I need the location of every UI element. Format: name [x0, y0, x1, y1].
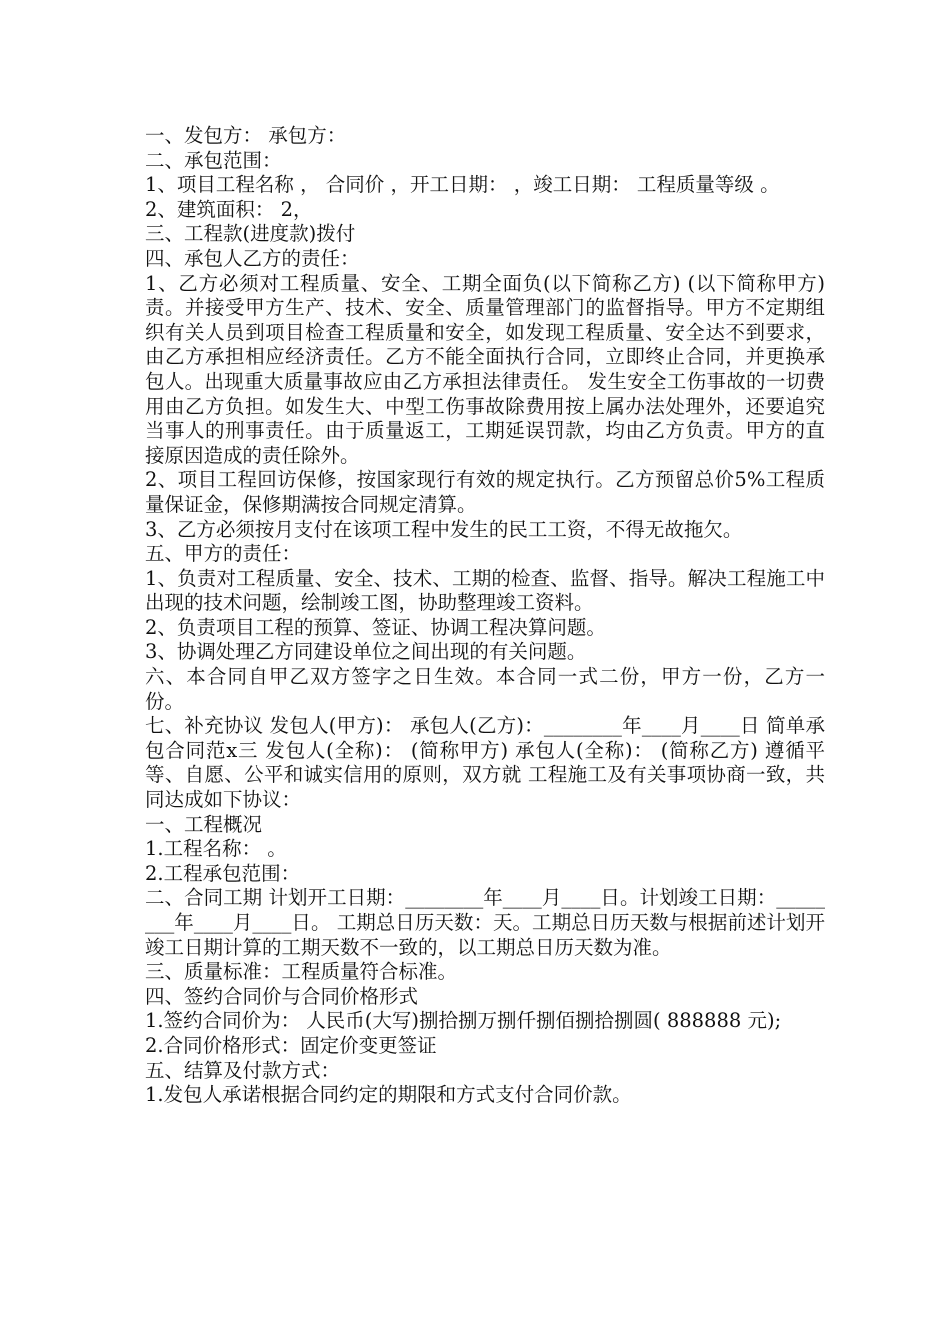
section-price-heading: 四、签约合同价与合同价格形式	[145, 984, 419, 1008]
contractor-duty-2: 2、项目工程回访保修，按国家现行有效的规定执行。乙方预留总价5%工程质量保证金，保修期满按合同规定清算。	[145, 468, 825, 516]
section-payment-heading: 三、工程款(进度款)拨付	[145, 222, 356, 246]
employer-duty-1: 1、负责对工程质量、安全、技术、工期的检查、监督、指导。解决工程施工中出现的技术问题，绘制竣工图，协助整理竣工资料。	[145, 566, 825, 615]
scope-item-project: 1、项目工程名称 ， 合同价 ，开工日期： ，竣工日期： 工程质量等级 。	[145, 173, 780, 197]
section-settlement-heading: 五、结算及付款方式：	[145, 1058, 341, 1082]
overview-item-scope: 2.工程承包范围：	[145, 861, 301, 885]
section-effective: 六、本合同自甲乙双方签字之日生效。本合同一式二份，甲方一份，乙方一份。	[145, 665, 825, 713]
section-supplement: 七、补充协议 发包人(甲方)： 承包人(乙方)：________年____月____日 简单承包合同范ⅹ三 发包人(全称)： (简称甲方) 承包人(全称)： (简称乙方) 遵循平等、自愿、公平和诚实信用的原则，双方就 工程施工及有关事项协商一致，共同达成如下协议：	[145, 714, 825, 812]
section-scope-heading: 二、承包范围：	[145, 148, 282, 172]
contract-document	[145, 124, 825, 1108]
contractor-duty-1: 1、乙方必须对工程质量、安全、工期全面负(以下简称乙方) (以下简称甲方) 责。并接受甲方生产、技术、安全、质量管理部门的监督指导。甲方不定期组织有关人员到项目检查工程质量和安全，如发现工程质量、安全达不到要求，由乙方承担相应经济责任。乙方不能全面执行合同，立即终止合同，并更换承包人。出现重大质量事故应由乙方承担法律责任。 发生安全工伤事故的一切费用由乙方负担。如发生大、中型工伤事故除费用按上属办法处理外，还要追究当事人的刑事责任。由于质量返工，工期延误罚款，均由乙方负责。甲方的直接原因造成的责任除外。	[145, 271, 825, 467]
overview-item-name: 1.工程名称： 。	[145, 837, 287, 861]
section-quality: 三、质量标准：工程质量符合标准。	[145, 960, 458, 984]
price-item-amount: 1.签约合同价为： 人民币(大写)捌拾捌万捌仟捌佰捌拾捌圆( 888888 元);	[145, 1009, 782, 1033]
employer-duty-2: 2、负责项目工程的预算、签证、协调工程决算问题。	[145, 615, 606, 639]
section-parties: 一、发包方： 承包方：	[145, 124, 347, 147]
price-item-form: 2.合同价格形式：固定价变更签证	[145, 1033, 437, 1057]
section-contractor-duties-heading: 四、承包人乙方的责任：	[145, 246, 360, 270]
employer-duty-3: 3、协调处理乙方同建设单位之间出现的有关问题。	[145, 640, 587, 664]
contractor-duty-3: 3、乙方必须按月支付在该项工程中发生的民工工资，不得无故拖欠。	[145, 517, 743, 541]
scope-item-area: 2、建筑面积： 2，	[145, 197, 313, 221]
section-duration: 二、合同工期 计划开工日期：________年____月____日。计划竣工日期：________年____月____日。 工期总日历天数：天。工期总日历天数与根据前述计划开竣工日期计算的工期天数不一致的，以工期总日历天数为准。	[145, 886, 825, 959]
settlement-item-1: 1.发包人承诺根据合同约定的期限和方式支付合同价款。	[145, 1083, 632, 1107]
section-overview-heading: 一、工程概况	[145, 812, 263, 836]
section-employer-duties-heading: 五、甲方的责任：	[145, 542, 302, 566]
